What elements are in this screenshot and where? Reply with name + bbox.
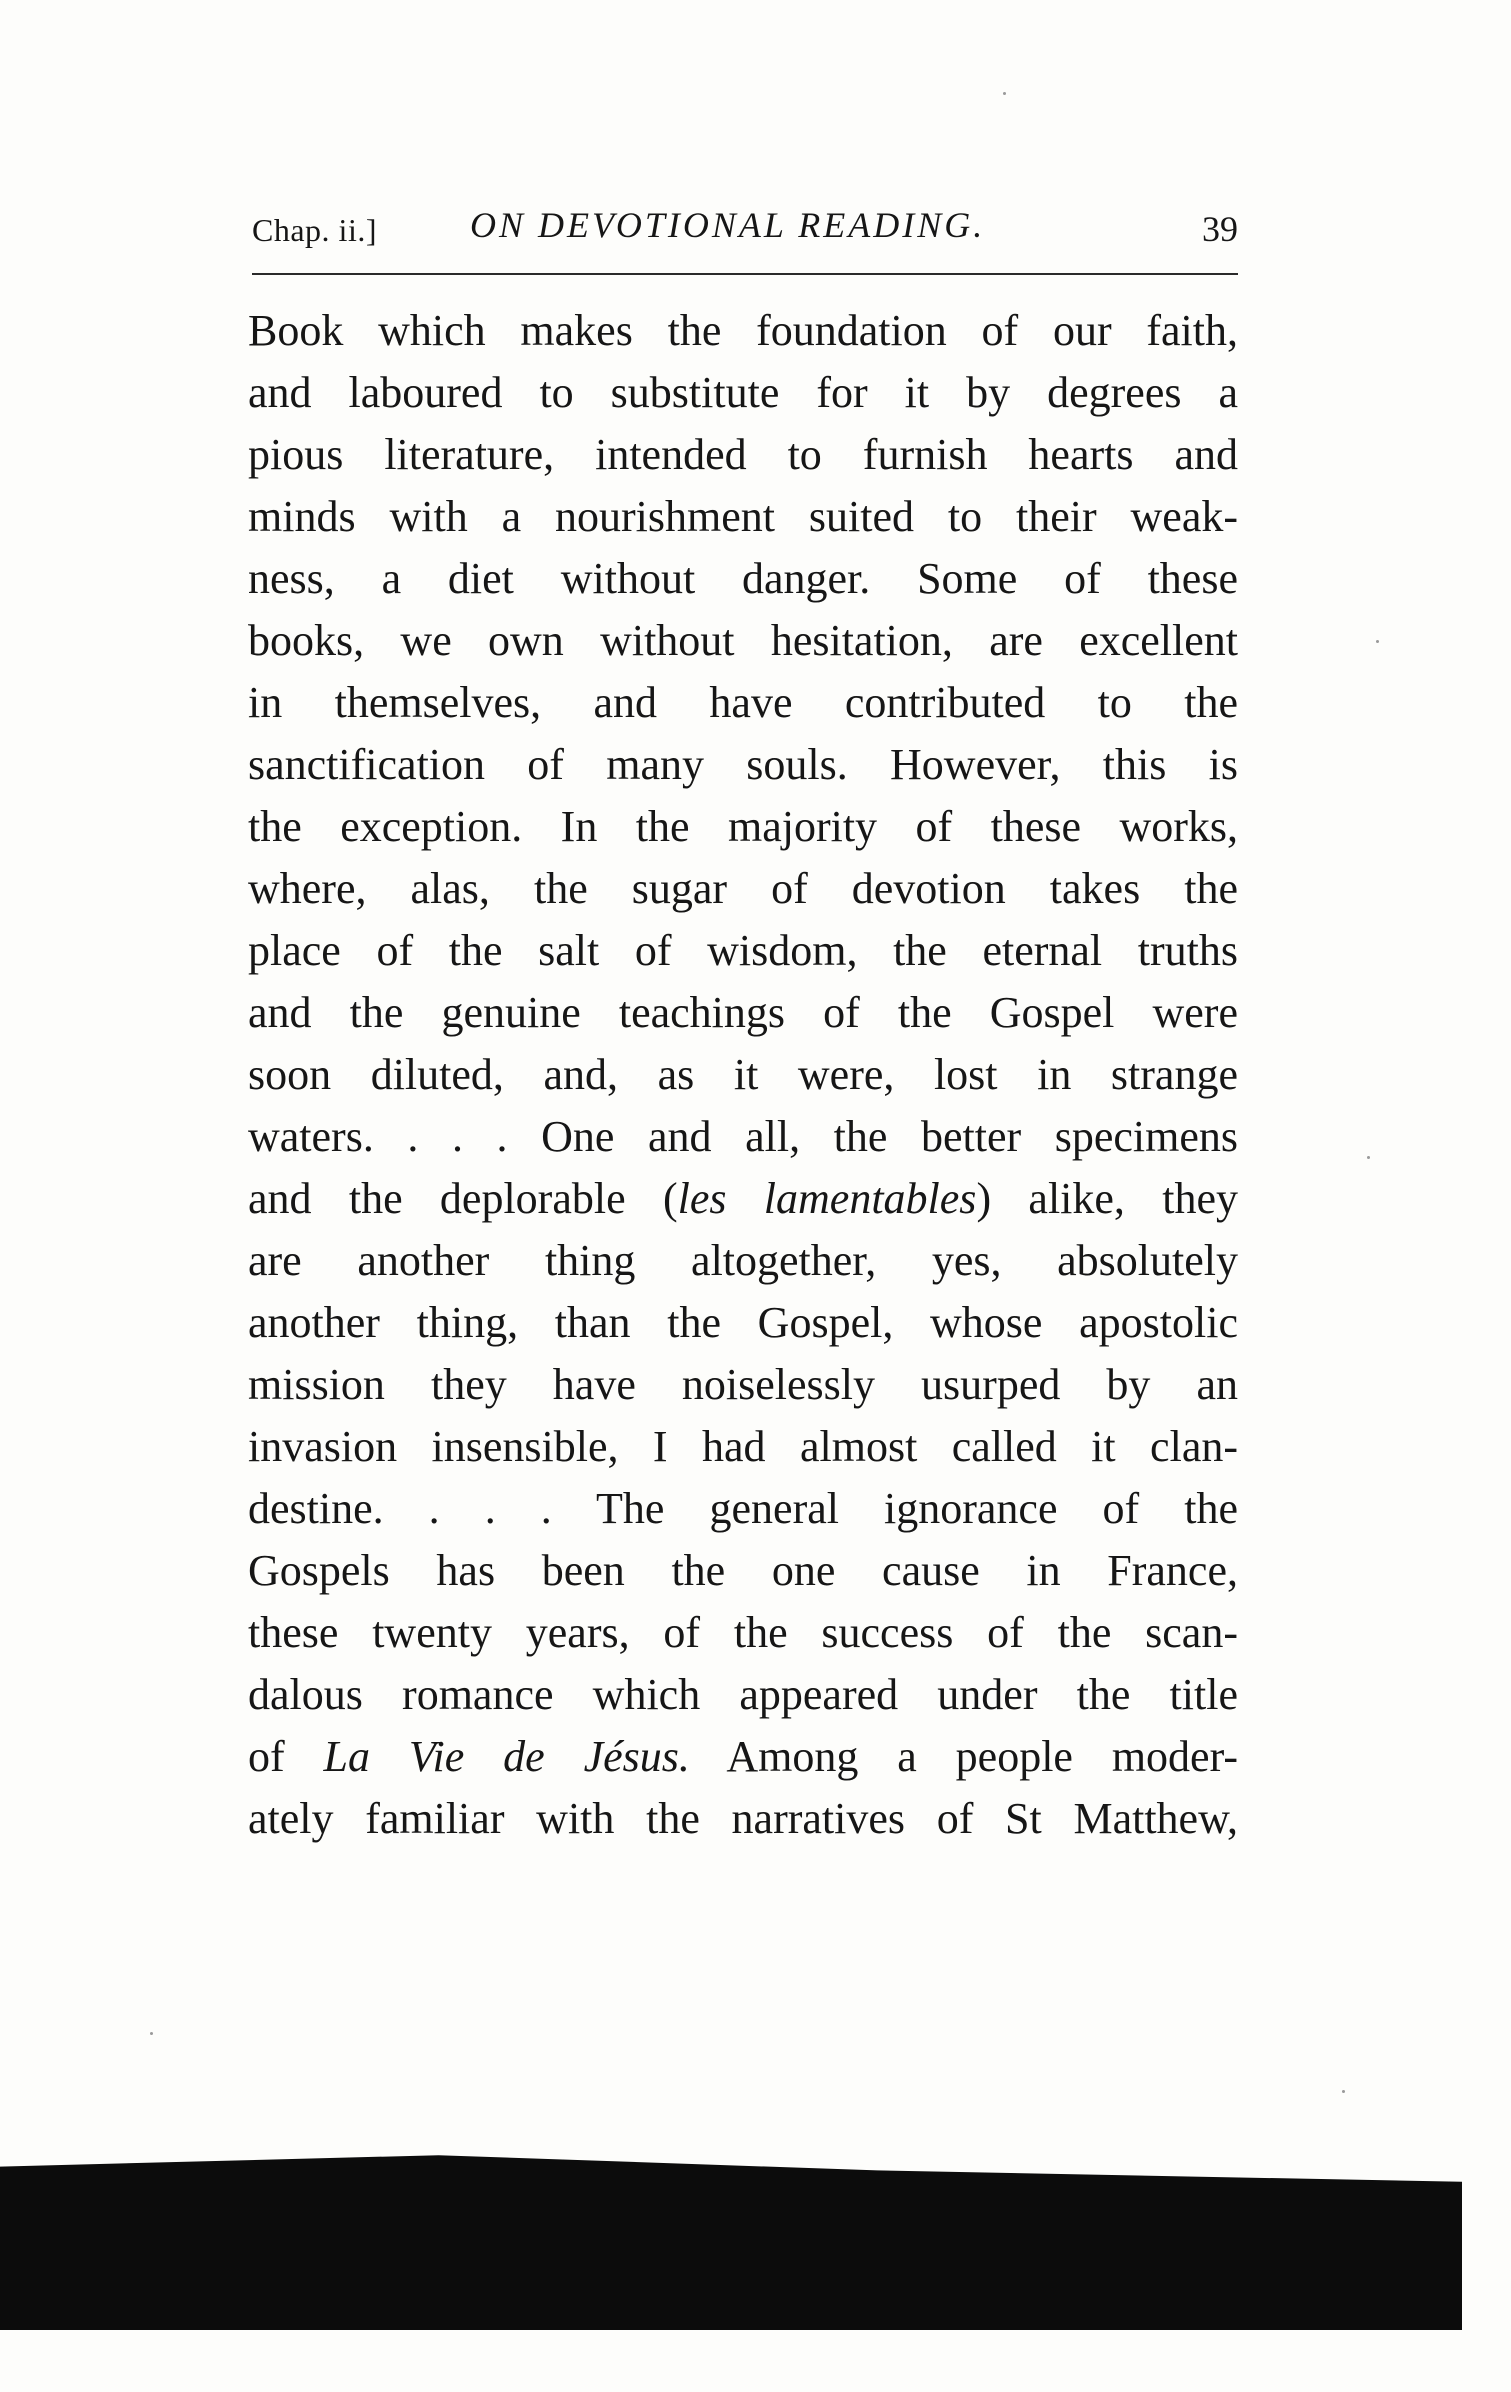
text-line: Book which makes the foundation of our faith, [248,306,1238,355]
paper-speck [1367,1156,1370,1159]
text-line: Gospels has been the one cause in France, [248,1546,1238,1595]
body-text [248,300,1238,1850]
text-line: and the genuine teachings of the Gospel were [248,988,1238,1037]
text-line: ness, a diet without danger. Some of these [248,554,1238,603]
text-line: the exception. In the majority of these works, [248,802,1238,851]
text-line: sanctification of many souls. However, this is [248,740,1238,789]
text-line: destine. . . . The general ignorance of the [248,1484,1238,1533]
page-number: 39 [1202,209,1238,249]
text-line: these twenty years, of the success of the scan- [248,1608,1238,1657]
text-line: are another thing altogether, yes, absolutely [248,1236,1238,1285]
text-line: in themselves, and have contributed to the [248,678,1238,727]
paper-speck [1342,2090,1345,2093]
text-line: where, alas, the sugar of devotion takes the [248,864,1238,913]
text-line: waters. . . . One and all, the better specimens [248,1112,1238,1161]
paper-speck [150,2032,153,2035]
text-line: place of the salt of wisdom, the eternal truths [248,926,1238,975]
italic-book-title: La Vie de Jésus. [323,1732,690,1781]
text-line: and laboured to substitute for it by degrees a [248,368,1238,417]
header-rule [252,273,1238,275]
chapter-label: Chap. ii.] [252,212,377,248]
text-line: another thing, than the Gospel, whose apostolic [248,1298,1238,1347]
paper-speck [1376,640,1379,643]
text-line: dalous romance which appeared under the title [248,1670,1238,1719]
italic-phrase: les lamentables [677,1174,977,1223]
text-line: mission they have noiselessly usurped by an [248,1360,1238,1409]
text-line: soon diluted, and, as it were, lost in strange [248,1050,1238,1099]
text-line: minds with a nourishment suited to their weak- [248,492,1238,541]
text-line: ately familiar with the narratives of St Matthew, [248,1794,1238,1843]
chapter-title: ON DEVOTIONAL READING. [470,205,986,245]
paper-speck [1003,92,1006,95]
text-line: books, we own without hesitation, are excellent [248,616,1238,665]
text-line: and the deplorable (les lamentables) alike, they [248,1174,1238,1223]
scan-edge-shadow [0,2140,1462,2330]
text-line: pious literature, intended to furnish hearts and [248,430,1238,479]
text-line: of La Vie de Jésus. Among a people moder- [248,1732,1239,1781]
text-line: invasion insensible, I had almost called it clan- [248,1422,1238,1471]
running-head [252,204,1238,264]
